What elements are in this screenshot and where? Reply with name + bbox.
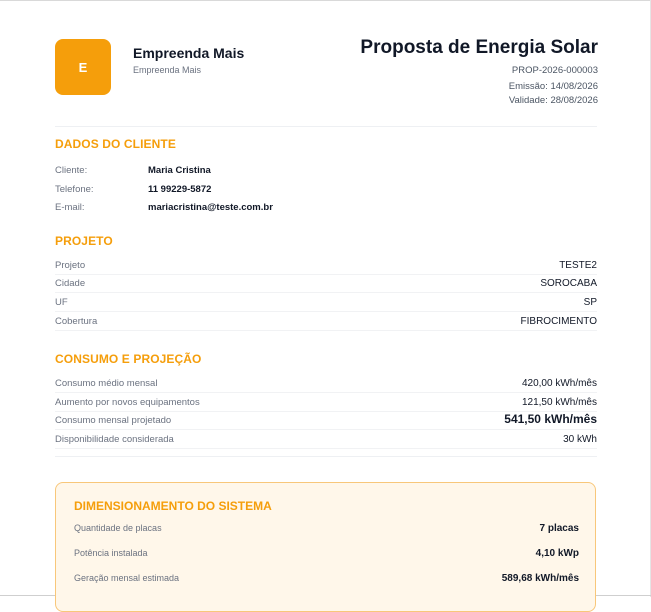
sizing-row-value: 589,68 kWh/mês — [501, 573, 579, 584]
consumption-section-title: CONSUMO E PROJEÇÃO — [55, 352, 202, 366]
project-row-value: SOROCABA — [540, 278, 597, 289]
project-section-title: PROJETO — [55, 234, 113, 248]
consumption-row-label: Consumo mensal projetado — [55, 415, 172, 426]
sizing-row — [74, 523, 579, 537]
project-row-label: Cobertura — [55, 316, 98, 327]
sizing-row-value: 7 placas — [539, 523, 579, 534]
project-row-value: SP — [583, 297, 597, 308]
sizing-row — [74, 548, 579, 562]
sizing-section-title: DIMENSIONAMENTO DO SISTEMA — [74, 499, 272, 513]
consumption-row-label: Disponibilidade considerada — [55, 434, 174, 445]
project-row-value: TESTE2 — [559, 260, 597, 271]
project-row — [55, 256, 597, 275]
consumption-row-label: Consumo médio mensal — [55, 378, 158, 389]
sizing-row-value: 4,10 kWp — [535, 548, 579, 559]
consumption-row-value: 121,50 kWh/mês — [521, 397, 597, 408]
projected-consumption-value: 541,50 kWh/mês — [504, 412, 597, 426]
project-row-label: UF — [55, 297, 68, 308]
company-logo — [55, 39, 111, 95]
project-row-label: Projeto — [55, 260, 86, 271]
client-email: mariacristina@teste.com.br — [148, 202, 273, 213]
page-top-border — [0, 0, 651, 1]
sizing-row-label: Geração mensal estimada — [74, 573, 180, 583]
consumption-row-value: 30 kWh — [563, 434, 597, 445]
sizing-row-label: Potência instalada — [74, 548, 148, 558]
consumption-row — [55, 374, 597, 393]
company-name: Empreenda Mais — [133, 45, 245, 61]
section-divider — [55, 456, 597, 457]
client-label: Cliente: — [55, 165, 88, 176]
document-title: Proposta de Energia Solar — [360, 37, 598, 58]
project-row — [55, 293, 597, 312]
consumption-row — [55, 411, 597, 430]
phone-label: Telefone: — [55, 184, 94, 195]
client-section-title: DADOS DO CLIENTE — [55, 137, 176, 151]
email-label: E-mail: — [55, 202, 85, 213]
project-row — [55, 312, 597, 331]
project-row-label: Cidade — [55, 278, 86, 289]
client-phone: 11 99229-5872 — [148, 184, 212, 195]
consumption-row — [55, 430, 597, 449]
client-name: Maria Cristina — [148, 165, 211, 176]
consumption-row — [55, 393, 597, 412]
validity-date: Validade: 28/08/2026 — [508, 95, 598, 106]
logo-letter: E — [78, 59, 88, 75]
sizing-row-label: Quantidade de placas — [74, 523, 162, 533]
sizing-row — [74, 573, 579, 587]
proposal-number: PROP-2026-000003 — [511, 65, 598, 76]
sizing-panel — [55, 482, 596, 612]
header-divider — [55, 126, 597, 127]
consumption-row-value: 420,00 kWh/mês — [521, 378, 597, 389]
project-row — [55, 274, 597, 293]
project-row-value: FIBROCIMENTO — [520, 316, 597, 327]
consumption-row-label: Aumento por novos equipamentos — [55, 397, 200, 408]
issue-date: Emissão: 14/08/2026 — [508, 81, 598, 92]
company-subtitle: Empreenda Mais — [133, 65, 202, 75]
